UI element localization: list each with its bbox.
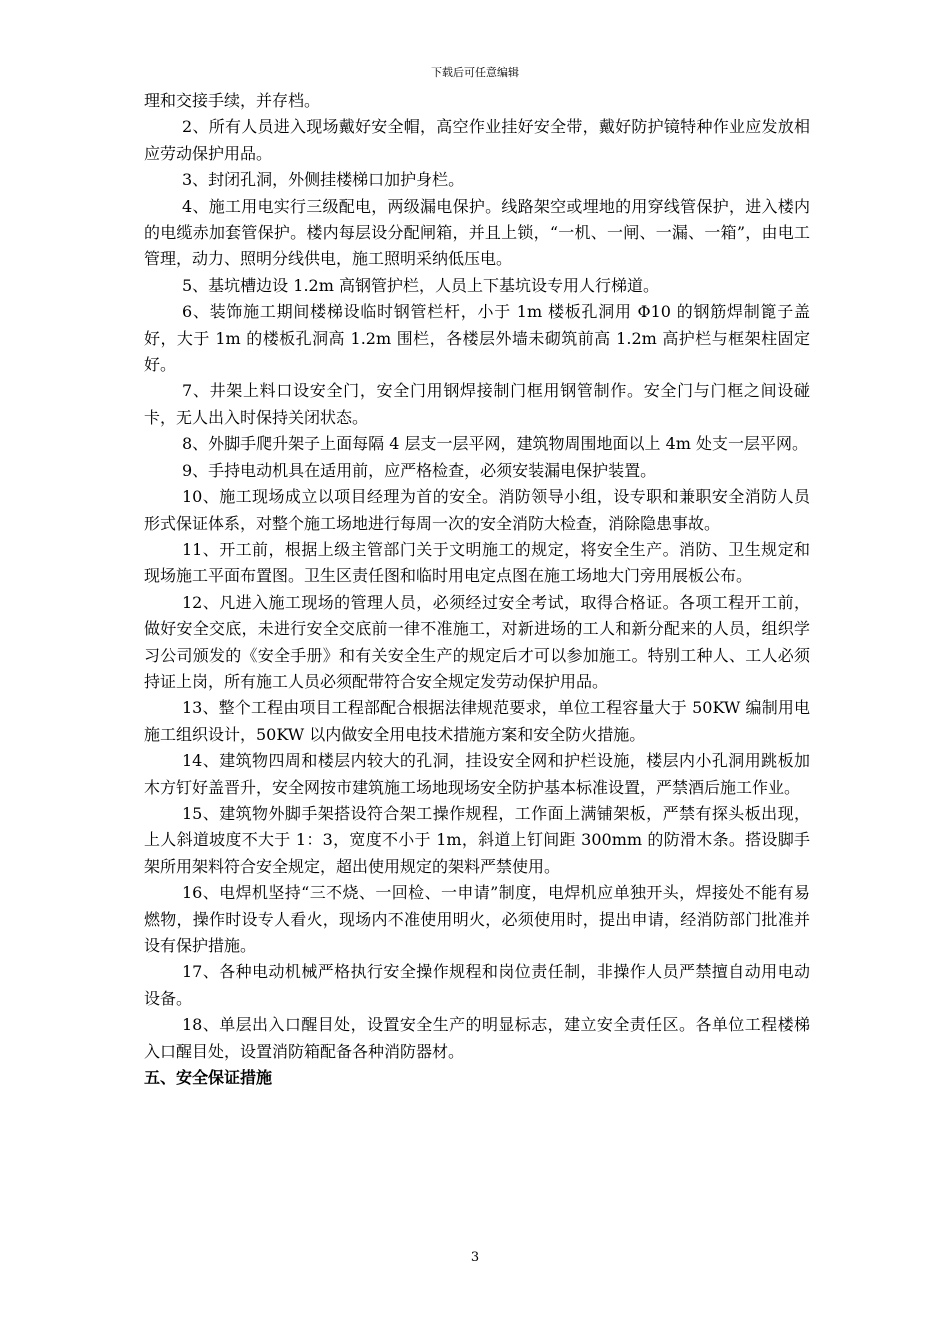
paragraph: 14、建筑物四周和楼层内较大的孔洞，挂设安全网和护栏设施，楼层内小孔洞用跳板加木方钉好盖晋升，安全网按市建筑施工场地现场安全防护基本标准设置，严禁酒后施工作业。 bbox=[144, 751, 810, 797]
paragraph: 11、开工前，根据上级主管部门关于文明施工的规定，将安全生产。消防、卫生规定和现场施工平面布置图。卫生区责任图和临时用电定点图在施工场地大门旁用展板公布。 bbox=[144, 539, 810, 586]
document-body bbox=[144, 88, 810, 1091]
paragraph: 12、凡进入施工现场的管理人员，必须经过安全考试，取得合格证。各项工程开工前，做好安全交底，未进行安全交底前一律不准施工，对新进场的工人和新分配来的人员，组织学习公司颁发的《安全手册》和有关安全生产的规定后才可以参加施工。特别工种人、工人必须持证上岗，所有施工人员必须配带符合安全规定发劳动保护用品。 bbox=[144, 592, 810, 691]
paragraph: 9、手持电动机具在适用前，应严格检查，必须安装漏电保护装置。 bbox=[182, 460, 657, 480]
page-header: 下载后可任意编辑 bbox=[431, 66, 519, 79]
paragraph: 理和交接手续，并存档。 bbox=[144, 91, 321, 110]
paragraph: 5、基坑槽边设 1.2m 高钢管护栏，人员上下基坑设专用人行梯道。 bbox=[182, 275, 659, 295]
paragraph: 6、装饰施工期间楼梯设临时钢管栏杆，小于 1m 楼板孔洞用 Φ10 的钢筋焊制篦子盖好，大于 1m 的楼板孔洞高 1.2m 围栏，各楼层外墙未砌筑前高 1.2m 高护栏与框架柱固定好。 bbox=[144, 302, 810, 375]
paragraph: 17、各种电动机械严格执行安全操作规程和岗位责任制，非操作人员严禁擅自动用电动设备。 bbox=[144, 962, 810, 1008]
paragraph: 15、建筑物外脚手架搭设符合架工操作规程，工作面上满铺架板，严禁有探头板出现，上人斜道坡度不大于 1：3，宽度不小于 1m，斜道上钉间距 300mm 的防滑木条。搭设脚手架所用架料符合安全规定，超出使用规定的架料严禁使用。 bbox=[144, 803, 810, 876]
page-number: 3 bbox=[470, 1250, 480, 1265]
section-heading: 五、安全保证措施 bbox=[144, 1068, 273, 1088]
paragraph: 13、整个工程由项目工程部配合根据法律规范要求，单位工程容量大于 50KW 编制用电施工组织设计，50KW 以内做安全用电技术措施方案和安全防火措施。 bbox=[144, 698, 810, 744]
paragraph: 7、井架上料口设安全门，安全门用钢焊接制门框用钢管制作。安全门与门框之间设碰卡，无人出入时保持关闭状态。 bbox=[144, 381, 810, 427]
paragraph: 4、施工用电实行三级配电，两级漏电保护。线路架空或埋地的用穿线管保护，进入楼内的电缆赤加套管保护。楼内每层设分配闸箱，并且上锁，“一机、一闸、一漏、一箱”，由电工管理，动力、照明分线供电，施工照明采纳低压电。 bbox=[144, 196, 810, 269]
paragraph: 3、封闭孔洞，外侧挂楼梯口加护身栏。 bbox=[182, 170, 465, 190]
paragraph: 18、单层出入口醒目处，设置安全生产的明显标志，建立安全责任区。各单位工程楼梯入口醒目处，设置消防箱配备各种消防器材。 bbox=[144, 1015, 810, 1061]
paragraph: 2、所有人员进入现场戴好安全帽，高空作业挂好安全带，戴好防护镜特种作业应发放相应劳动保护用品。 bbox=[144, 117, 810, 163]
paragraph: 16、电焊机坚持“三不烧、一回检、一申请”制度，电焊机应单独开头，焊接处不能有易燃物，操作时设专人看火，现场内不准使用明火，必须使用时，提出申请，经消防部门批准并设有保护措施。 bbox=[144, 883, 810, 955]
paragraph: 8、外脚手爬升架子上面每隔 4 层支一层平网，建筑物周围地面以上 4m 处支一层平网。 bbox=[182, 434, 809, 454]
paragraph: 10、施工现场成立以项目经理为首的安全。消防领导小组，设专职和兼职安全消防人员形式保证体系，对整个施工场地进行每周一次的安全消防大检查，消除隐患事故。 bbox=[144, 487, 810, 533]
